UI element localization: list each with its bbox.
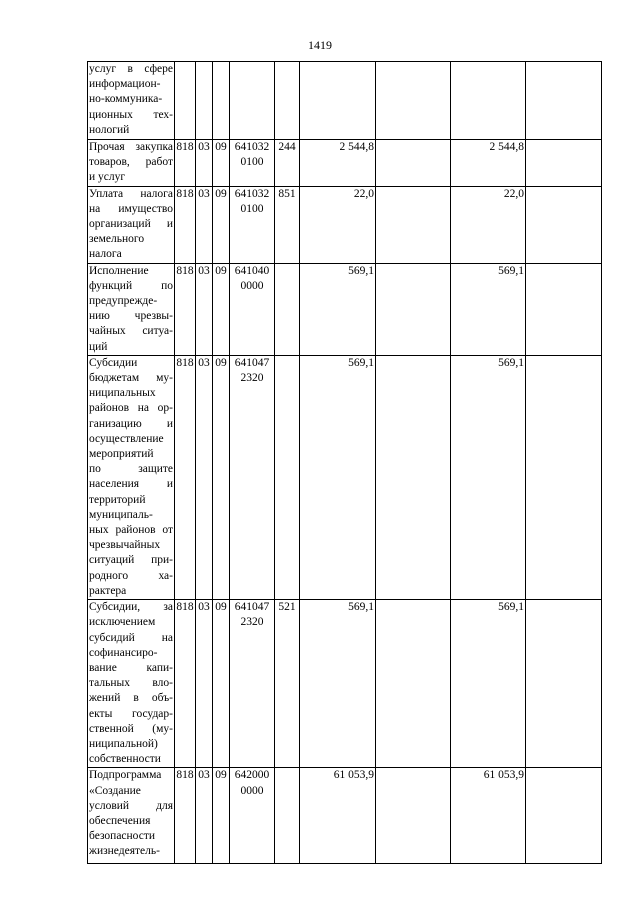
amount-cell-sum1: 569,1 (300, 263, 376, 355)
table-row (88, 600, 602, 768)
amount-cell-sum4 (526, 186, 602, 263)
amount-cell-sum2 (376, 62, 451, 140)
item-name-line: функций по (89, 279, 173, 292)
item-name-line: ниципальных (89, 387, 156, 400)
item-name-line: ганизацию и (89, 417, 173, 430)
item-name-line: ситуаций при- (89, 554, 173, 567)
expense-type-cell (275, 62, 300, 140)
ministry-code-cell: 818 (175, 263, 196, 355)
item-name-line: «Создание (89, 784, 141, 797)
item-name-line: исключением (89, 616, 156, 629)
item-name-line: Подпрограмма (89, 769, 162, 782)
budget-table-body (88, 62, 602, 864)
item-name-line: рактера (89, 584, 127, 597)
amount-cell-sum4 (526, 600, 602, 768)
item-name-line: ственной (му- (89, 722, 173, 735)
amount-cell-sum2 (376, 355, 451, 599)
target-article-line: 2320 (240, 372, 264, 385)
ministry-code-cell: 818 (175, 140, 196, 187)
table-row (88, 62, 602, 140)
item-name-line: ционных тех- (89, 108, 173, 121)
target-article-line: 0100 (240, 156, 264, 169)
amount-cell-sum3: 2 544,8 (451, 140, 526, 187)
item-name-line: вание капи- (89, 661, 173, 674)
item-name-cell (88, 140, 175, 187)
expense-type-cell: 851 (275, 186, 300, 263)
amount-cell-sum4 (526, 263, 602, 355)
budget-table (87, 61, 602, 864)
subsection-code-cell: 09 (213, 355, 230, 599)
target-article-cell (230, 600, 275, 768)
item-name-line: территорий (89, 493, 146, 506)
item-name-line: Субсидии (89, 356, 138, 369)
amount-cell-sum2 (376, 186, 451, 263)
amount-cell-sum2 (376, 600, 451, 768)
item-name-cell (88, 355, 175, 599)
amount-cell-sum4 (526, 140, 602, 187)
table-row (88, 140, 602, 187)
amount-cell-sum1: 569,1 (300, 600, 376, 768)
item-name-line: мероприятий (89, 448, 154, 461)
item-name-line: организаций и (89, 218, 173, 231)
ministry-code-cell: 818 (175, 355, 196, 599)
amount-cell-sum3: 569,1 (451, 355, 526, 599)
target-article-cell (230, 140, 275, 187)
target-article-line: 641032 (234, 187, 270, 200)
section-code-cell: 03 (196, 768, 213, 864)
amount-cell-sum2 (376, 263, 451, 355)
item-name-line: и услуг (89, 171, 126, 184)
item-name-line: бюджетам му- (89, 372, 173, 385)
amount-cell-sum1: 22,0 (300, 186, 376, 263)
section-code-cell (196, 62, 213, 140)
ministry-code-cell: 818 (175, 768, 196, 864)
item-name-line: товаров, работ (89, 156, 173, 169)
amount-cell-sum3: 569,1 (451, 600, 526, 768)
subsection-code-cell: 09 (213, 140, 230, 187)
item-name-line: налога (89, 248, 122, 261)
table-row (88, 263, 602, 355)
target-article-line: 641040 (234, 264, 270, 277)
section-code-cell: 03 (196, 186, 213, 263)
ministry-code-cell: 818 (175, 186, 196, 263)
item-name-line: на имущество (89, 202, 173, 215)
amount-cell-sum1: 61 053,9 (300, 768, 376, 864)
amount-cell-sum3: 22,0 (451, 186, 526, 263)
item-name-line: осуществление (89, 432, 164, 445)
item-name-line: ций (89, 340, 108, 353)
target-article-cell (230, 263, 275, 355)
amount-cell-sum1 (300, 62, 376, 140)
item-name-line: Субсидии, за (89, 601, 173, 614)
amount-cell-sum1: 2 544,8 (300, 140, 376, 187)
target-article-cell (230, 62, 275, 140)
item-name-cell (88, 186, 175, 263)
item-name-line: жизнедеятель- (89, 845, 160, 858)
item-name-line: тальных вло- (89, 677, 173, 690)
subsection-code-cell: 09 (213, 600, 230, 768)
item-name-line: субсидий на (89, 631, 173, 644)
expense-type-cell (275, 263, 300, 355)
item-name-line: условий для (89, 799, 173, 812)
expense-type-cell: 244 (275, 140, 300, 187)
table-row (88, 768, 602, 864)
item-name-line: софинансиро- (89, 646, 158, 659)
item-name-line: муниципаль- (89, 508, 153, 521)
target-article-line: 0100 (240, 202, 264, 215)
target-article-cell (230, 768, 275, 864)
expense-type-cell (275, 768, 300, 864)
item-name-line: информацион- (89, 78, 161, 91)
item-name-line: услуг в сфере (89, 63, 173, 75)
amount-cell-sum4 (526, 768, 602, 864)
subsection-code-cell: 09 (213, 768, 230, 864)
item-name-line: но-коммуника- (89, 93, 163, 106)
target-article-line: 641032 (234, 141, 270, 153)
table-row (88, 355, 602, 599)
subsection-code-cell: 09 (213, 263, 230, 355)
table-row (88, 186, 602, 263)
expense-type-cell (275, 355, 300, 599)
item-name-cell (88, 263, 175, 355)
item-name-line: ниципальной) (89, 737, 158, 750)
target-article-line: 0000 (240, 279, 264, 292)
amount-cell-sum3 (451, 62, 526, 140)
item-name-cell (88, 768, 175, 864)
item-name-cell (88, 62, 175, 140)
page-number: 1419 (308, 38, 332, 52)
item-name-line: собственности (89, 753, 161, 766)
target-article-line: 642000 (234, 769, 270, 782)
section-code-cell: 03 (196, 600, 213, 768)
target-article-line: 2320 (240, 616, 264, 629)
target-article-cell (230, 186, 275, 263)
item-name-line: безопасности (89, 830, 156, 843)
target-article-line: 0000 (240, 784, 264, 797)
ministry-code-cell (175, 62, 196, 140)
item-name-line: ных районов от (89, 524, 173, 537)
amount-cell-sum3: 569,1 (451, 263, 526, 355)
item-name-line: чайных ситуа- (89, 325, 173, 338)
expense-type-cell: 521 (275, 600, 300, 768)
subsection-code-cell: 09 (213, 186, 230, 263)
item-name-line: чрезвычайных (89, 539, 161, 552)
amount-cell-sum4 (526, 355, 602, 599)
amount-cell-sum2 (376, 140, 451, 187)
item-name-line: нию чрезвы- (89, 310, 173, 323)
amount-cell-sum4 (526, 62, 602, 140)
section-code-cell: 03 (196, 263, 213, 355)
item-name-line: Прочая закупка (89, 141, 173, 153)
item-name-line: населения и (89, 478, 173, 491)
item-name-line: родного ха- (89, 569, 173, 582)
item-name-line: жений в объ- (89, 692, 173, 705)
subsection-code-cell (213, 62, 230, 140)
amount-cell-sum1: 569,1 (300, 355, 376, 599)
item-name-line: предупрежде- (89, 295, 158, 308)
item-name-line: по защите (89, 463, 173, 476)
item-name-line: Уплата налога (89, 187, 173, 200)
target-article-line: 641047 (234, 601, 270, 614)
item-name-line: Исполнение (89, 264, 149, 277)
target-article-cell (230, 355, 275, 599)
section-code-cell: 03 (196, 355, 213, 599)
amount-cell-sum2 (376, 768, 451, 864)
item-name-line: нологий (89, 123, 130, 136)
amount-cell-sum3: 61 053,9 (451, 768, 526, 864)
item-name-cell (88, 600, 175, 768)
item-name-line: районов на ор- (89, 402, 173, 415)
item-name-line: земельного (89, 233, 145, 246)
ministry-code-cell: 818 (175, 600, 196, 768)
item-name-line: екты государ- (89, 707, 173, 720)
item-name-line: обеспечения (89, 814, 151, 827)
section-code-cell: 03 (196, 140, 213, 187)
target-article-line: 641047 (234, 356, 270, 369)
